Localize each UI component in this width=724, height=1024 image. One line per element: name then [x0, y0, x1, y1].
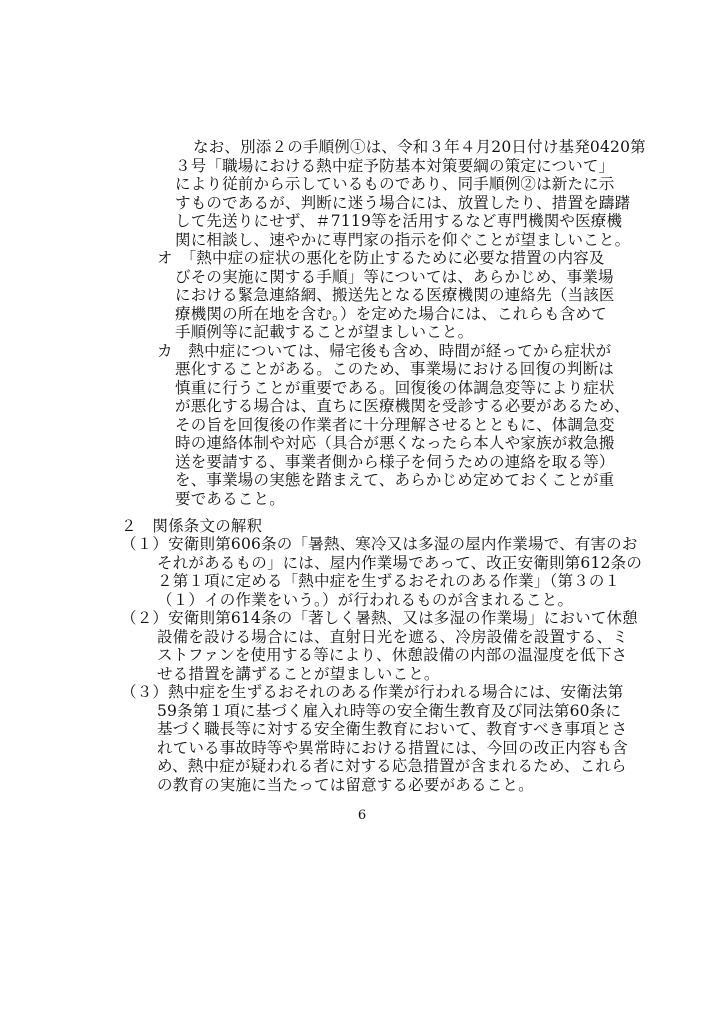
text-line: （３）熱中症を生ずるおそれのある作業が行われる場合には、安衛法第 [121, 683, 624, 702]
text-line: ２第１項に定める「熱中症を生ずるおそれのある作業」（第３の１ [157, 572, 621, 591]
text-line: 設備を設ける場合には、直射日光を遮る、冷房設備を設置する、ミ [157, 627, 629, 646]
text-line: 基づく職長等に対する安全衛生教育において、教育すべき事項とさ [157, 720, 628, 739]
text-line: せる措置を講ずることが望ましいこと。 [157, 664, 440, 683]
text-line: すものであるが、判断に迷う場合には、放置したり、措置を躊躇 [175, 193, 631, 212]
text-line: れている事故時等や異常時における措置には、今回の改正内容も含 [157, 738, 629, 757]
text-line: 手順例等に記載することが望ましいこと。 [175, 323, 474, 342]
text-line: が悪化する場合は、直ちに医療機関を受診する必要があるため、 [175, 397, 630, 416]
page-number: 6 [357, 807, 367, 823]
section-heading: ２ 関係条文の解釈 [121, 516, 263, 535]
text-line: を、事業場の実態を踏まえて、あらかじめ定めておくことが重 [175, 471, 615, 490]
text-line: びその実施に関する手順」等については、あらかじめ、事業場 [175, 267, 614, 286]
text-line: （１）イの作業をいう。）が行われるものが含まれること。 [157, 590, 574, 609]
text-line: （２）安衛則第614条の「著しく暑熱、又は多湿の作業場」において休憩 [121, 609, 638, 628]
text-line: 59条第１項に基づく雇入れ時等の安全衛生教育及び同法第60条に [157, 701, 622, 720]
text-line: （１）安衛則第606条の「暑熱、寒冷又は多湿の屋内作業場で、有害のお [121, 535, 638, 554]
text-line: ３号「職場における熱中症予防基本対策要綱の策定について」 [175, 156, 615, 175]
text-line: の教育の実施に当たっては留意する必要があること。 [157, 775, 534, 794]
text-line: して先送りにせず、＃7119等を活用するなど専門機関や医療機 [175, 212, 623, 231]
text-line: 関に相談し、速やかに専門家の指示を仰ぐことが望ましいこと。 [175, 230, 631, 249]
text-line: なお、別添２の手順例①は、令和３年４月20日付け基発0420第 [193, 138, 646, 157]
text-line: め、熱中症が疑われる者に対する応急措置が含まれるため、これら [157, 757, 627, 776]
text-line: 要であること。 [175, 489, 285, 508]
text-line: における緊急連絡網、搬送先となる医療機関の連絡先（当該医 [175, 286, 615, 305]
text-line: 療機関の所在地を含む。）を定めた場合には、これらも含めて [175, 304, 607, 323]
text-line: 送を要請する、事業者側から様子を伺うための連絡を取る等） [175, 452, 615, 471]
text-line: その旨を回復後の作業者に十分理解させるとともに、体調急変 [175, 415, 615, 434]
text-line: それがあるもの」には、屋内作業場であって、改正安衛則第612条の [157, 553, 643, 572]
text-line: カ 熱中症については、帰宅後も含め、時間が経ってから症状が [157, 341, 612, 360]
text-line: 慎重に行うことが重要である。回復後の体調急変等により症状 [175, 378, 615, 397]
text-line: により従前から示しているものであり、同手順例②は新たに示 [175, 175, 615, 194]
text-line: 悪化することがある。このため、事業場における回復の判断は [175, 360, 614, 379]
text-line: ストファンを使用する等により、休憩設備の内部の温湿度を低下さ [157, 646, 628, 665]
text-line: オ 「熱中症の症状の悪化を防止するために必要な措置の内容及 [157, 249, 605, 268]
text-line: 時の連絡体制や対応（具合が悪くなったら本人や家族が救急搬 [175, 434, 615, 453]
